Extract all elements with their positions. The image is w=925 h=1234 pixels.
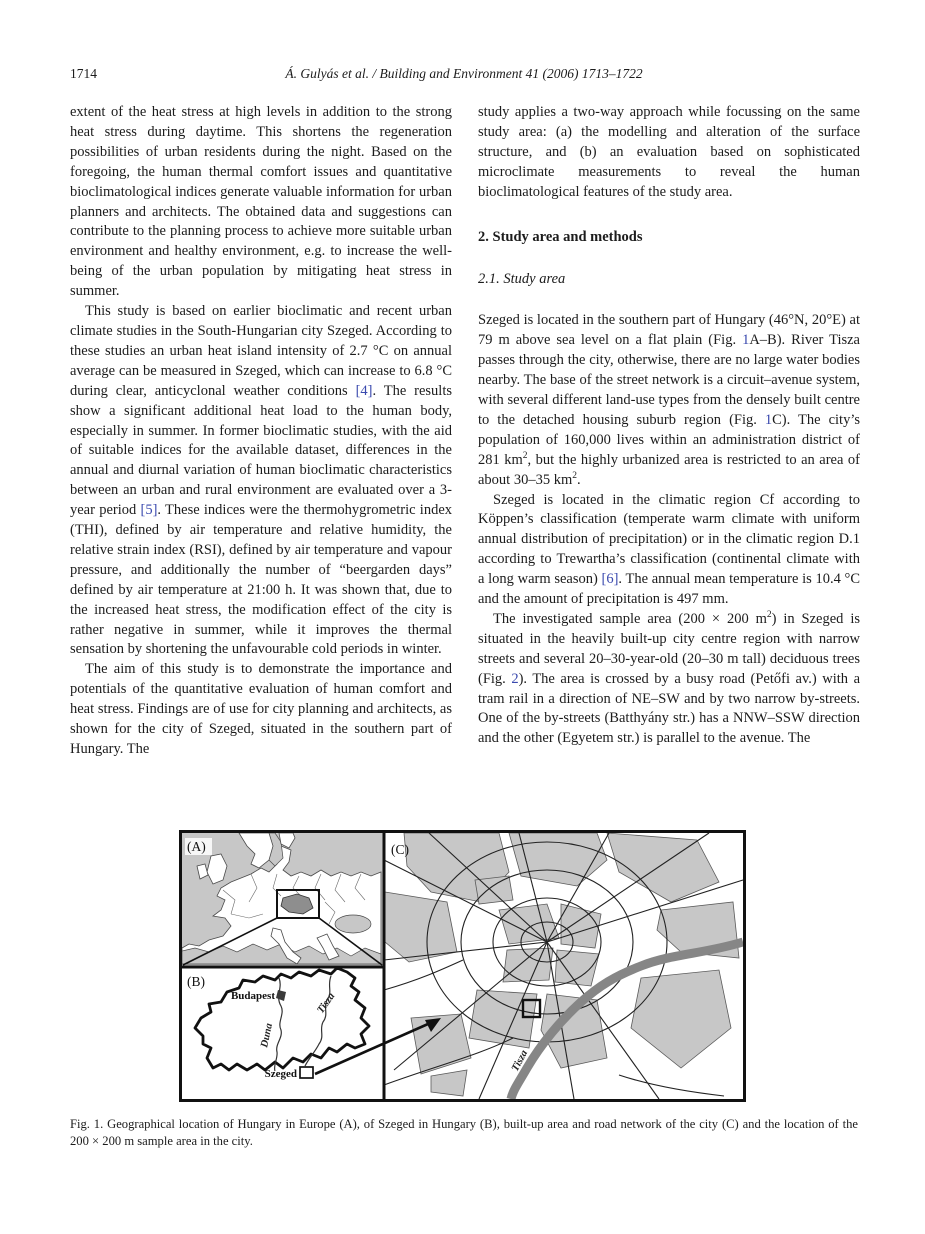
text-run: . These indices were the thermohygrometric index (THI), defined by air temperature and relative humidity, the relative strain index (RSI), defined by air temperature and vapour pressure, and additionally the number of “beergarden days” defined by air temperature at 21:00 h. It was shown that, due to the increased heat stress, the modification effect of the city is rather negative in summer, while it improves the thermal sensation by shortening the unfavourable cold periods in winter. <box>70 502 453 658</box>
figure-1-map-svg <box>179 830 746 1102</box>
paragraph <box>70 103 452 302</box>
tisza-label-b: Tisza <box>315 991 338 1016</box>
text-run: . The annual mean temperature is 10.4 °C and the amount of precipitation is 497 mm. <box>478 571 860 608</box>
paragraph <box>478 311 860 490</box>
szeged-marker <box>300 1067 313 1078</box>
szeged-label: Szeged <box>264 1068 297 1080</box>
text-run: This study is based on earlier bioclimatic and recent urban climate studies in the South-Hungarian city Szeged. According to these studies an urban heat island intensity of 2.7 °C on annual average can be measured in Szeged, which can increase to 6.8 °C during clear, anticyclonal weather conditions <box>70 303 452 399</box>
citation-link[interactable]: [5] <box>140 502 158 519</box>
citation-link[interactable]: 1 <box>764 411 773 428</box>
text-run: The investigated sample area (200 × 200 m <box>493 610 767 627</box>
panel-a-europe-map <box>182 833 384 967</box>
running-header <box>70 66 858 86</box>
paragraph <box>70 660 452 760</box>
running-head-title: Á. Gulyás et al. / Building and Environment 41 (2006) 1713–1722 <box>285 66 643 81</box>
text-run: ). The area is crossed by a busy road (Petőfi av.) with a tram rail in a direction of NE–SW and by two narrow by-streets. One of the by-streets (Batthyány str.) has a NNW–SSW direction and the other (Egyetem str.) is parallel to the avenue. The <box>478 670 861 747</box>
figure-1-caption <box>70 1116 858 1150</box>
text-run: study applies a two-way approach while focussing on the same study area: (a) the modelling and alteration of the surface structure, and (b) an evaluation based on sophisticated microclimate measurements to reveal the human bioclimatological features of the study area. <box>478 104 860 200</box>
text-run: 2 <box>572 470 577 481</box>
text-run: 2 <box>522 450 528 461</box>
body-columns <box>70 103 860 760</box>
text-run: , but the highly urbanized area is restricted to an area of about 30–35 km <box>478 451 860 488</box>
text-run: A–B). River Tisza passes through the city, otherwise, there are no large water bodies nearby. The base of the street network is a circuit–avenue system, with several different land-use types from the densely built centre to the detached housing suburb region (Fig. <box>478 332 860 428</box>
citation-link[interactable]: [4] <box>355 382 373 399</box>
text-run: The aim of this study is to demonstrate the importance and potentials of the quantitative evaluation of human comfort and heat stress. Findings are of use for city planning and architects, as shown for the city of Szeged, situated in the southern part of Hungary. The <box>70 661 452 757</box>
citation-link[interactable]: [6] <box>601 571 619 588</box>
panel-b-label: (B) <box>187 974 205 989</box>
text-run: Fig. 1. Geographical location of Hungary in Europe (A), of Szeged in Hungary (B), built-up area and road network of the city (C) and the location of the 200 × 200 m sample area in the city. <box>70 1117 858 1148</box>
paragraph <box>478 491 860 610</box>
text-run: ) in Szeged is situated in the heavily built-up city centre region with narrow streets and several 20–30-year-old (20–30 m tall) deciduous trees (Fig. <box>478 610 860 687</box>
text-run: . <box>577 471 581 488</box>
left-column <box>70 103 452 760</box>
text-run: 2 <box>766 610 772 621</box>
panel-a-label: (A) <box>187 839 206 854</box>
text-run: Szeged is located in the climatic region Cf according to Köppen’s classification (temperate warm climate with uniform annual distribution of precipitation) or in the climatic region D.1 according to Trewartha’s classification (continental climate with a long warm season) <box>478 491 860 588</box>
citation-link[interactable]: 1 <box>742 332 750 349</box>
tisza-label-c: Tisza <box>509 1048 531 1074</box>
text-run: C). The city’s population of 160,000 lives within an administration district of 281 km <box>478 411 860 468</box>
panel-c-label: (C) <box>391 842 409 857</box>
subsection-heading: 2.1. Study area <box>478 271 566 288</box>
panel-b-hungary-map <box>182 967 384 1099</box>
right-column <box>478 103 860 760</box>
page-number: 1714 <box>70 66 97 81</box>
figure-1 <box>179 830 746 1102</box>
paragraph <box>478 103 860 203</box>
paragraph <box>70 302 452 660</box>
text-run: . The results show a significant additional heat load to the human body, especially in summer. In former bioclimatic studies, with the aid of suitable indices for the available dataset, differences in the annual and diurnal variation of human bioclimatic characteristics between an urban and rural environment are evaluated over a 3-year period <box>70 382 452 519</box>
citation-link[interactable]: 2 <box>511 670 519 687</box>
text-run: Szeged is located in the southern part of Hungary (46°N, 20°E) at 79 m above sea level on a flat plain (Fig. <box>478 312 860 349</box>
paragraph <box>478 610 860 749</box>
panel-c-szeged-map <box>384 833 743 1099</box>
duna-label: Duna <box>259 1022 276 1049</box>
budapest-label: Budapest <box>230 990 275 1002</box>
text-run: extent of the heat stress at high levels in addition to the strong heat stress during daytime. This shortens the regeneration possibilities of urban residents during the night. Based on the foregoing, the human thermal comfort issues and quantitative bioclimatological indices generate valuable information for urban planners and architects. The obtained data and suggestions can contribute to the planning process to achieve more suitable urban environment and healthy environment, e.g. to increase the well-being of the urban population by mitigating heat stress in summer. <box>70 104 452 300</box>
section-heading: 2. Study area and methods <box>478 228 643 245</box>
